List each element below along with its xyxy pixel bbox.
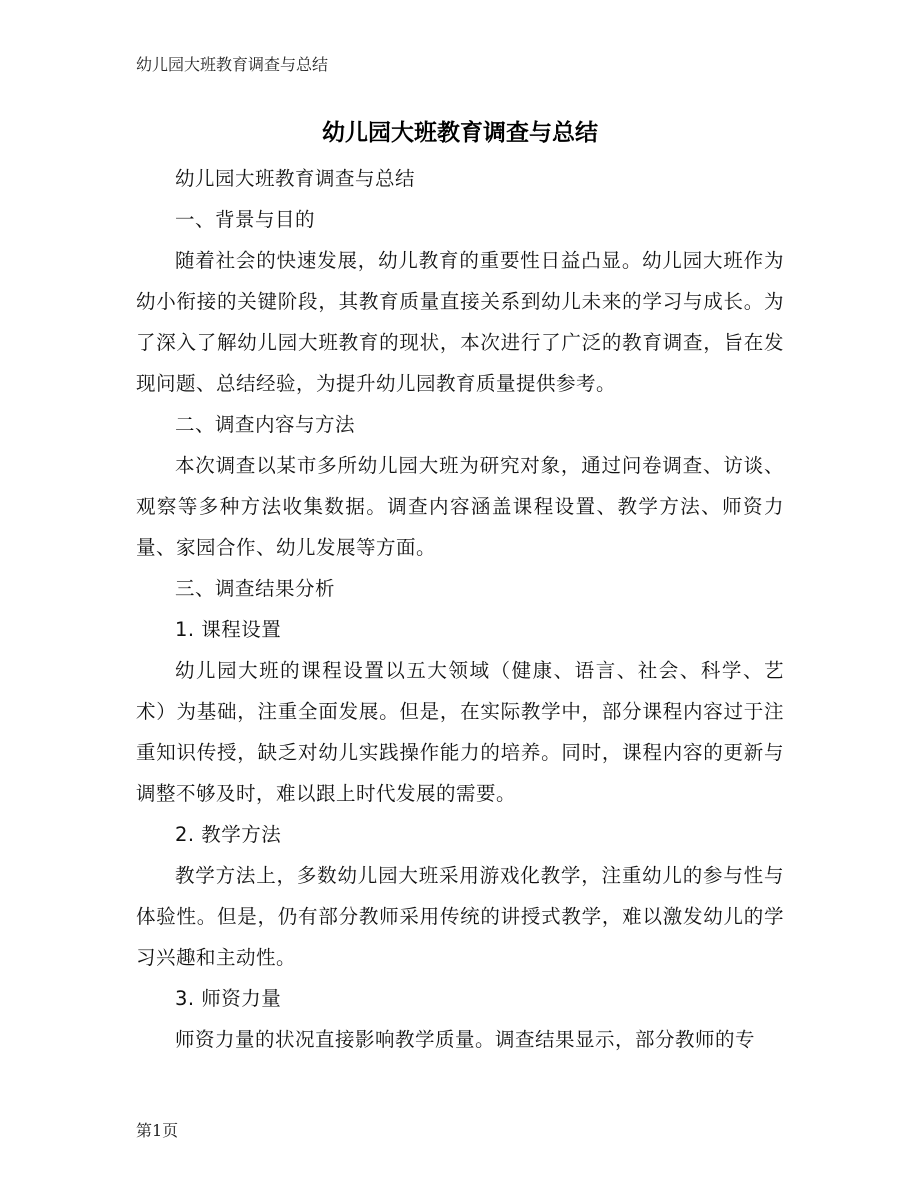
body-paragraph-5: 师资力量的状况直接影响教学质量。调查结果显示，部分教师的专	[175, 1028, 756, 1051]
subheading-teaching-staff: 3. 师资力量	[175, 987, 282, 1010]
subheading-course-setting: 1. 课程设置	[175, 618, 282, 641]
body-paragraph-3: 幼儿园大班的课程设置以五大领域（健康、语言、社会、科学、艺术）为基础，注重全面发展。但是，在实际教学中，部分课程内容过于注重知识传授，缺乏对幼儿实践操作能力的培养。同时，课程内容的更新与调整不够及时，难以跟上时代发展的需要。	[136, 659, 784, 805]
document-body	[136, 158, 784, 1060]
section-heading-1: 一、背景与目的	[175, 208, 316, 231]
subtitle-paragraph: 幼儿园大班教育调查与总结	[175, 167, 416, 190]
body-paragraph-4: 教学方法上，多数幼儿园大班采用游戏化教学，注重幼儿的参与性与体验性。但是，仍有部分教师采用传统的讲授式教学，难以激发幼儿的学习兴趣和主动性。	[136, 864, 784, 969]
document-title: 幼儿园大班教育调查与总结	[322, 120, 598, 146]
subheading-teaching-method: 2. 教学方法	[175, 823, 282, 846]
section-heading-2: 二、调查内容与方法	[175, 413, 356, 436]
body-paragraph-2: 本次调查以某市多所幼儿园大班为研究对象，通过问卷调查、访谈、观察等多种方法收集数据。调查内容涵盖课程设置、教学方法、师资力量、家园合作、幼儿发展等方面。	[136, 454, 784, 559]
running-header: 幼儿园大班教育调查与总结	[136, 55, 329, 74]
body-paragraph-1: 随着社会的快速发展，幼儿教育的重要性日益凸显。幼儿园大班作为幼小衔接的关键阶段，其教育质量直接关系到幼儿未来的学习与成长。为了深入了解幼儿园大班教育的现状，本次进行了广泛的教育调查，旨在发现问题、总结经验，为提升幼儿园教育质量提供参考。	[136, 249, 784, 395]
page-number: 第1页	[136, 1121, 179, 1140]
section-heading-3: 三、调查结果分析	[175, 577, 336, 600]
